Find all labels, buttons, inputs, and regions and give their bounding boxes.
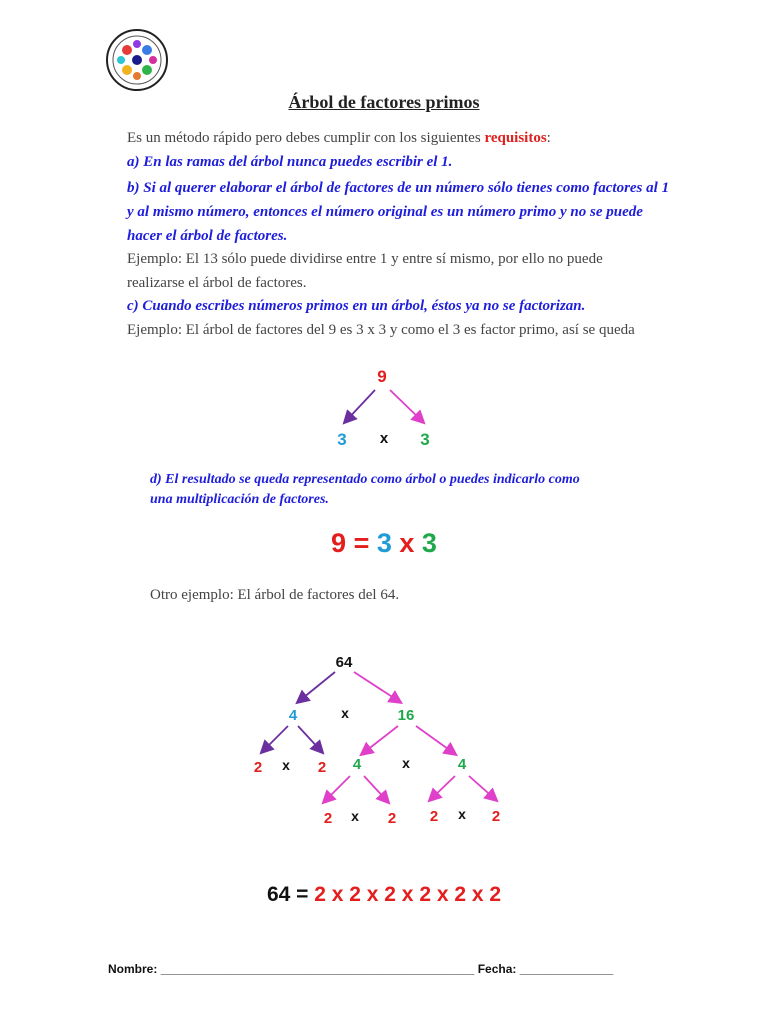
rule-d-line1: d) El resultado se queda representado como árbol o puedes indicarlo como xyxy=(150,472,580,487)
tree64-root: 64 xyxy=(335,654,353,671)
rule-c: c) Cuando escribes números primos en un árbol, éstos ya no se factorizan. xyxy=(127,298,586,314)
tree9-left: 3 xyxy=(337,430,347,449)
page-title: Árbol de factores primos xyxy=(288,92,480,112)
school-seal-logo xyxy=(105,28,169,92)
tree9-branch-left xyxy=(345,390,375,422)
tree64-branch-4b-left xyxy=(430,776,455,800)
tree64-branch-4a-right xyxy=(364,776,388,802)
tree64-branch-root-left xyxy=(298,672,335,702)
tree64-l2-times1: x xyxy=(282,757,290,773)
equation9-factor-a: 3 xyxy=(376,528,392,558)
tree64-l2-b: 2 xyxy=(317,759,327,776)
equation-64 xyxy=(0,883,768,907)
tree64-l2-c: 4 xyxy=(352,756,362,773)
example2: Ejemplo: El árbol de factores del 9 es 3 x 3 y como el 3 es factor primo, así se queda xyxy=(127,322,635,338)
tree64-l3-a: 2 xyxy=(323,810,333,827)
tree64-branch-16-left xyxy=(362,726,398,754)
tree9-branch-right xyxy=(390,390,423,422)
rule-b-line1: b) Si al querer elaborar el árbol de factores de un número sólo tienes como factores al 1 xyxy=(127,180,670,196)
tree64-branch-4b-right xyxy=(469,776,496,800)
tree64-branch-root-right xyxy=(354,672,400,702)
tree64-branch-4-right xyxy=(298,726,322,752)
tree64-l3-c: 2 xyxy=(429,808,439,825)
factor-tree-9 xyxy=(320,360,450,455)
equation9-op: x xyxy=(391,528,422,558)
factor-tree-64 xyxy=(240,648,530,833)
tree9-right: 3 xyxy=(420,430,430,449)
tree9-times: x xyxy=(379,430,389,447)
tree64-branch-4a-left xyxy=(324,776,350,802)
tree64-l2-times2: x xyxy=(402,755,410,771)
rule-b-line3: hacer el árbol de factores. xyxy=(127,228,288,244)
tree64-branch-4-left xyxy=(262,726,288,752)
tree64-l1-right: 16 xyxy=(397,707,415,724)
tree64-branch-16-right xyxy=(416,726,455,754)
date-label: Fecha: xyxy=(477,962,517,976)
rule-d-line2: una multiplicación de factores. xyxy=(150,492,329,507)
tree64-l3-b: 2 xyxy=(387,810,397,827)
equation64-lhs: 64 = xyxy=(266,883,315,906)
tree64-l3-d: 2 xyxy=(491,808,501,825)
tree64-l2-d: 4 xyxy=(457,756,467,773)
intro-line xyxy=(127,130,551,147)
rule-a: a) En las ramas del árbol nunca puedes escribir el 1. xyxy=(127,154,453,170)
equation64-rhs: 2 x 2 x 2 x 2 x 2 x 2 xyxy=(314,883,502,906)
rule-b-line2: y al mismo número, entonces el número original es un número primo y no se puede xyxy=(127,204,643,220)
other-example: Otro ejemplo: El árbol de factores del 64. xyxy=(150,587,400,603)
footer xyxy=(108,962,613,976)
equation9-factor-b: 3 xyxy=(421,528,437,558)
example1-line2: realizarse el árbol de factores. xyxy=(127,275,307,291)
tree64-l1-left: 4 xyxy=(288,707,298,724)
tree64-l2-a: 2 xyxy=(253,759,263,776)
example1-line1: Ejemplo: El 13 sólo puede dividirse entre 1 y entre sí mismo, por ello no puede xyxy=(127,251,603,267)
equation-9 xyxy=(0,528,768,559)
name-label: Nombre: xyxy=(108,962,158,976)
intro-end: : xyxy=(546,130,551,146)
equation9-lhs: 9 = xyxy=(331,528,377,558)
tree64-l3-times2: x xyxy=(458,806,466,822)
requisitos-highlight: requisitos xyxy=(484,130,547,146)
tree64-l3-times1: x xyxy=(351,808,359,824)
tree9-root: 9 xyxy=(377,367,387,386)
name-blank[interactable]: _______________________________________________ xyxy=(160,962,475,976)
date-blank[interactable]: ______________ xyxy=(519,962,614,976)
tree64-l1-times: x xyxy=(341,705,349,721)
intro-text: Es un método rápido pero debes cumplir con los siguientes xyxy=(127,130,485,146)
